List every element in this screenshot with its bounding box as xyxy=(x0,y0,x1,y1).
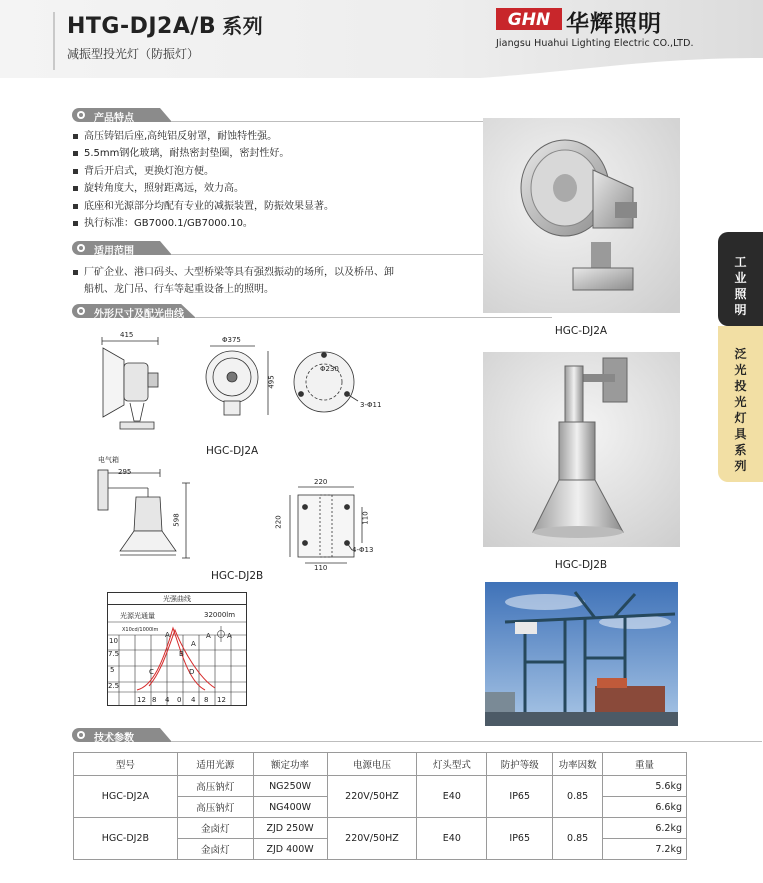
company-name: Jiangsu Huahui Lighting Electric CO.,LTD. xyxy=(496,38,694,49)
dim-a-width: 415 xyxy=(120,331,134,339)
dim-a-holes: 3-Φ11 xyxy=(360,401,382,409)
column-header: 灯头型式 xyxy=(417,753,487,776)
cell-power: NG400W xyxy=(253,797,327,818)
x-tick: 12 xyxy=(217,696,226,704)
dim-base-width: 220 xyxy=(314,478,328,486)
table-row xyxy=(74,818,687,839)
curve-series-a xyxy=(137,628,205,690)
column-header: 额定功率 xyxy=(253,753,327,776)
x-tick: 0 xyxy=(177,696,182,704)
list-item: 高压铸铝后座,高纯铝反射罩，耐蚀特性强。 xyxy=(72,128,334,145)
table-header-row xyxy=(74,753,687,776)
x-tick: 4 xyxy=(165,696,170,704)
svg-text:GHN: GHN xyxy=(507,10,551,30)
x-tick: 8 xyxy=(152,696,157,704)
product-photo-dj2a xyxy=(483,118,680,313)
drawing-caption-b: HGC-DJ2B xyxy=(211,570,264,582)
cell-weight: 6.2kg xyxy=(603,818,687,839)
photo-caption-a: HGC-DJ2A xyxy=(554,325,608,337)
drawing-caption-a: HGC-DJ2A xyxy=(206,445,259,457)
list-item: 旋转角度大，照射距离远，效力高。 xyxy=(72,180,334,197)
list-item: 执行标准：GB7000.1/GB7000.10。 xyxy=(72,215,334,232)
y-tick: 7.5 xyxy=(108,650,120,658)
dim-base-inner-h: 110 xyxy=(361,511,370,525)
curve-flux-label: 光源光通量 xyxy=(120,612,155,620)
cell-power: NG250W xyxy=(253,776,327,797)
curve-mark: B xyxy=(179,650,184,658)
cell-ip: IP65 xyxy=(487,776,553,818)
bullet-circle-icon xyxy=(77,244,85,252)
cell-source: 高压钠灯 xyxy=(177,776,253,797)
y-tick: 10 xyxy=(109,637,118,645)
column-header: 型号 xyxy=(74,753,178,776)
curve-flux-value: 32000lm xyxy=(204,611,236,619)
tab-industrial-lighting[interactable] xyxy=(718,232,763,326)
cell-model: HGC-DJ2A xyxy=(74,776,178,818)
port-crane-photo xyxy=(485,582,678,726)
dim-a-height: 495 xyxy=(267,375,276,389)
cell-voltage: 220V/50HZ xyxy=(327,776,417,818)
curve-unit: X10cd/1000lm xyxy=(122,627,159,633)
dim-b-height: 598 xyxy=(172,513,181,527)
cell-power: ZJD 400W xyxy=(253,839,327,860)
cell-weight: 7.2kg xyxy=(603,839,687,860)
y-tick: 2.5 xyxy=(108,682,120,690)
curve-mark: A xyxy=(191,640,196,648)
dim-b-box: 电气箱 xyxy=(98,456,119,464)
list-item: 背后开启式，更换灯泡方便。 xyxy=(72,163,334,180)
cell-weight: 5.6kg xyxy=(603,776,687,797)
light-curve-plot xyxy=(107,592,247,706)
feature-list xyxy=(72,128,334,232)
curve-mark: A xyxy=(165,631,170,639)
bullet-circle-icon xyxy=(77,731,85,739)
list-item: 5.5mm钢化玻璃，耐热密封垫圈，密封性好。 xyxy=(72,145,334,162)
tab-label: 工业照明 xyxy=(734,255,747,317)
tab-floodlight-series[interactable] xyxy=(718,326,763,482)
dim-a-pcd: Φ230 xyxy=(320,365,339,373)
curve-mark: D xyxy=(189,668,195,676)
list-item: 底座和光源部分均配有专业的减振装置，防振效果显著。 xyxy=(72,198,334,215)
column-header: 重量 xyxy=(603,753,687,776)
column-header: 电源电压 xyxy=(327,753,417,776)
cell-weight: 6.6kg xyxy=(603,797,687,818)
cell-source: 金卤灯 xyxy=(177,839,253,860)
y-tick: 5 xyxy=(110,666,115,674)
curve-mark: A xyxy=(227,632,232,640)
page-title: HTG-DJ2A/B 系列 xyxy=(67,14,264,39)
cell-power-factor: 0.85 xyxy=(553,776,603,818)
dim-base-inner-w: 110 xyxy=(314,564,328,572)
cell-ip: IP65 xyxy=(487,818,553,860)
curve-mark: C xyxy=(149,668,154,676)
spec-table xyxy=(73,752,687,860)
dim-base-height: 220 xyxy=(274,515,283,529)
column-header: 防护等级 xyxy=(487,753,553,776)
cell-voltage: 220V/50HZ xyxy=(327,818,417,860)
cell-power: ZJD 250W xyxy=(253,818,327,839)
dim-b-width: 295 xyxy=(118,468,132,476)
page-subtitle: 减振型投光灯（防振灯） xyxy=(67,47,200,61)
header-divider xyxy=(53,12,55,70)
column-header: 功率因数 xyxy=(553,753,603,776)
product-photo-dj2b xyxy=(483,352,680,547)
cell-source: 金卤灯 xyxy=(177,818,253,839)
column-header: 适用光源 xyxy=(177,753,253,776)
cell-power-factor: 0.85 xyxy=(553,818,603,860)
ghn-logo-icon xyxy=(496,8,562,30)
dim-base-hole: 4-Φ13 xyxy=(352,546,374,554)
curve-mark: A xyxy=(206,632,211,640)
tab-label: 泛光投光灯具系列 xyxy=(734,347,747,473)
cell-model: HGC-DJ2B xyxy=(74,818,178,860)
table-row xyxy=(74,776,687,797)
brand-name: 华辉照明 xyxy=(566,11,662,37)
scope-text: 厂矿企业、港口码头、大型桥梁等具有强烈振动的场所，以及桥吊、卸船机、龙门吊、行车等起重设备上的照明。 xyxy=(72,264,402,298)
x-tick: 8 xyxy=(204,696,209,704)
photo-caption-b: HGC-DJ2B xyxy=(554,559,608,571)
dim-a-diameter: Φ375 xyxy=(222,336,241,344)
page-header xyxy=(0,0,763,78)
x-tick: 4 xyxy=(191,696,196,704)
cell-lamp-base: E40 xyxy=(417,818,487,860)
bullet-circle-icon xyxy=(77,307,85,315)
curve-title: 光强曲线 xyxy=(108,593,246,605)
x-tick: 12 xyxy=(137,696,146,704)
cell-lamp-base: E40 xyxy=(417,776,487,818)
bullet-circle-icon xyxy=(77,111,85,119)
cell-source: 高压钠灯 xyxy=(177,797,253,818)
